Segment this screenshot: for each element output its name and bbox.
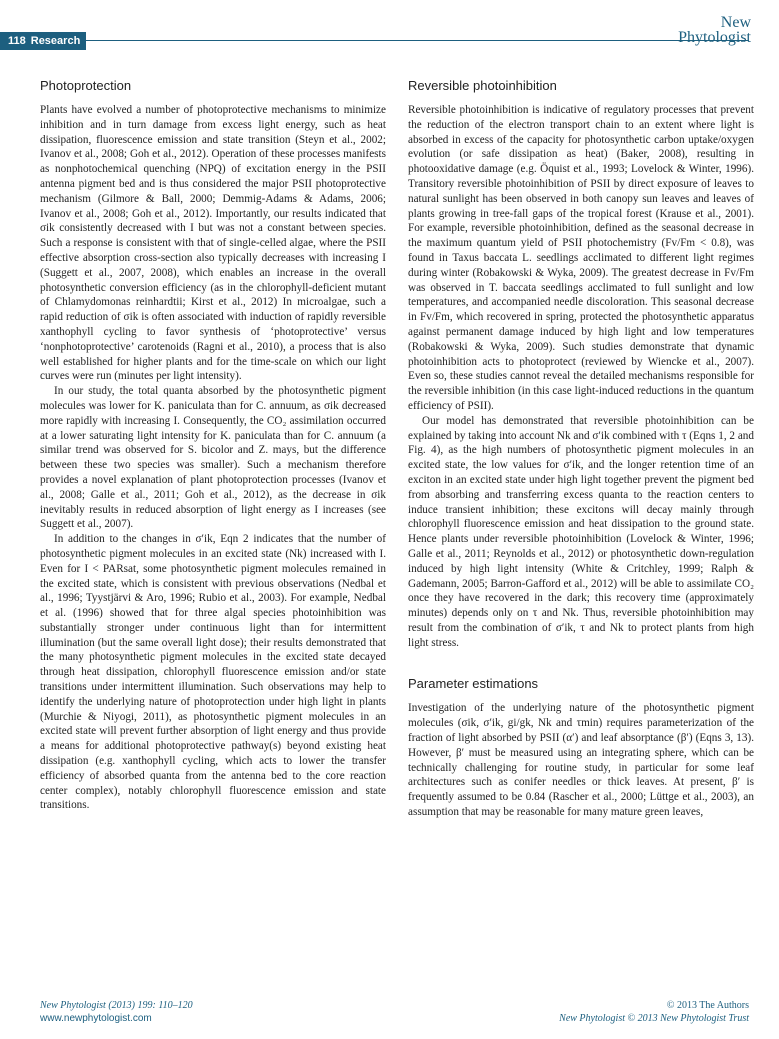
heading-parameter-estimations: Parameter estimations: [408, 676, 539, 692]
paragraph: In addition to the changes in σ′ik, Eqn 2 indicates that the number of photosynthetic pigment molecules in an excited state (Nk) increased with I. Even for I < PARsat, some photosynthetic pigment molecules remained in the excited state, which is consistent with previous observations (Nedbal et al., 1996; Tyystjärvi & Aro, 1996; Rubio et al., 2003). For example, Nedbal et al. (1996) showed that for three algal species photoinhibition was substantially stronger under continuous light than for intermittent illumination (but the same overall light dose); their results demonstrated that the many photosynthetic pigment molecules in the excited state decayed through heat dissipation, chlorophyll fluorescence emission and/or state transitions under intermittent illumination. Such observations may help to identify the underlying nature of photoprotection under high light in plants (Murchie & Niyogi, 2011), as photosynthetic pigment molecules in an excited state will prevent further absorption of light energy and thus provide a means for additional photoprotective pathway(s) beyond existing heat dissipation (e.g. xanthophyll cycling, which acts to lower the transfer efficiency of absorbed quanta from the antenna bed to the core reaction center complex), notably chlorophyll fluorescence emission and state transitions.: [40, 533, 386, 812]
page-header: [0, 0, 779, 60]
header-rule: [86, 40, 749, 41]
left-column: [40, 78, 386, 813]
copyright-trust: New Phytologist © 2013 New Phytologist Trust: [559, 1013, 749, 1024]
journal-website-link[interactable]: www.newphytologist.com: [40, 1013, 152, 1024]
journal-logo-line2: Phytologist: [678, 29, 751, 46]
journal-logo-line1: New: [720, 14, 751, 31]
journal-citation: New Phytologist (2013) 199: 110–120: [40, 1000, 193, 1011]
section-tag: [0, 32, 86, 50]
footer-right: [559, 999, 749, 1025]
footer-left: [40, 999, 193, 1025]
paragraph: Our model has demonstrated that reversible photoinhibition can be explained by taking into account Nk and σ′ik combined with τ (Eqns 1, 2 and Fig. 4), as the high numbers of photosynthetic pigment molecules in an excited state, the low values for σ′ik, and the longer retention time of an exciton in an excited state under high light together prevent the pigment bed from absorbing and transferring excess quanta to the reaction centers to induce transient inhibition; these excitons will decay mainly through chlorophyll fluorescence emission and heat dissipation to the ground state. Hence plants under reversible photoinhibition (Lovelock & Winter, 1996; Galle et al., 2011; Reynolds et al., 2012) or photosynthetic down-regulation induced by high light intensity (White & Critchley, 1999; Ralph & Gademann, 2005; Barron-Gafford et al., 2012) will be able to assimilate CO₂ once they have recovered in the dark; this recovery time (approximately minutes) depends only on τ and Nk. Thus, reversible photoinhibition may result from the combination of σ′ik, τ and Nk to protect plants from high light stress.: [408, 414, 754, 649]
page-number: 118: [8, 35, 26, 47]
paragraph: Investigation of the underlying nature of the photosynthetic pigment molecules (σik, σ′ik, gi/gk, Nk and τmin) requires parameterization of the fraction of light absorbed by PSII (α′) and leaf absorptance (β′) (Eqns 3, 13). However, β′ must be measured using an integrating sphere, which can be technically challenging for routine study, in particular for some leaf architectures such as conifer needles or thick leaves. At present, β′ is frequently assumed to be 0.84 (Rascher et al., 2000; Lüttge et al., 2003), an assumption that may be reasonable for many mature green leaves,: [408, 702, 754, 819]
copyright-authors: © 2013 The Authors: [666, 1000, 749, 1011]
journal-logo: [678, 15, 751, 45]
paragraph: In our study, the total quanta absorbed by the photosynthetic pigment molecules was lower for K. paniculata than for C. annuum, as σik decreased more rapidly with increasing I. Consequently, the CO₂ assimilation occurred at a lower saturating light intensity for K. paniculata than for C. annuum (a similar trend was observed for S. bicolor and Z. mays, but the difference between these two species was smaller). Such a mechanism therefore provides a novel explanation of plant photoprotection processes (Ivanov et al., 2008; Galle et al., 2011; Goh et al., 2012), as the decrease in σik inevitably results in reduced absorption of light energy as I increases (see Suggett et al., 2007).: [40, 385, 386, 531]
paragraph: Reversible photoinhibition is indicative of regulatory processes that prevent the reduction of the electron transport chain to an extent where light is absorbed in excess of the capacity for photosynthetic carbon uptake/oxygen evolution (or safe dissipation as heat) (Baker, 2008), resulting in photooxidative damage (e.g. Öquist et al., 1993; Lovelock & Winter, 1996). Transitory reversible photoinhibition of PSII by direct exposure of leaves to natural sunlight has been observed in both canopy sun leaves and leaves of plants growing in tree-fall gaps of the tropical forest (Krause et al., 2001). For example, reversible photoinhibition, defined as the seasonal decrease in the maximum quantum yield of PSII photochemistry (Fv/Fm < 0.8), was found in Taxus baccata L. seedlings acclimated to different light regimes during winter (Robakowski & Wyka, 2009). The greatest decrease in Fv/Fm was observed in T. baccata seedlings acclimated to full sunlight and low temperatures, and accompanied needle discoloration. This seasonal decrease in Fv/Fm, which recovered in spring, protected the photosynthetic apparatus against permanent damage induced by high light and low temperatures (Robakowski & Wyka, 2009). Such studies demonstrate that dynamic photoinhibition acts to photoprotect (reviewed by Wiencke et al., 2007). Even so, these studies cannot reveal the detailed mechanisms responsible for the reversible inhibition (in this case light-induced reductions in the quantum efficiency of PSII).: [408, 104, 754, 412]
paragraph: Plants have evolved a number of photoprotective mechanisms to minimize inhibition and in turn damage from excess light energy, such as heat dissipation, fluorescence emission and state transition (Steyn et al., 2002; Ivanov et al., 2008; Goh et al., 2012). Operation of these processes manifests as nonphotochemical quenching (NPQ) of excitation energy in the PSII antenna pigment bed and is thus considered the major PSII photoprotective mechanism (Gilmore & Ball, 2000; Demmig-Adams & Adams, 2006; Ivanov et al., 2008; Goh et al., 2012). Importantly, our results indicated that σik consistently decreased with I but was not a constant between species. Such a response is consistent with that of single-celled algae, where the PSII effective absorption cross-section also typically decreases with increasing I (Suggett et al., 2007, 2008), which enables an increase in the overall photosynthetic conversion efficiency (as in the chlorophyll-deficient mutant of Chlamydomonas reinhardtii; Kirst et al., 2012) In microalgae, such a rapid reduction of σik is often associated with induction of rapidly reversible xanthophyll cycling to favor synthesis of ‘photoprotective’ versus ‘nonphotoprotective’ carotenoids (Ragni et al., 2010), a process that is also well established for higher plants and for the time-scale on which our light curves were run (minutes per light intensity).: [40, 104, 386, 383]
heading-reversible-photoinhibition: Reversible photoinhibition: [408, 78, 557, 93]
heading-photoprotection: Photoprotection: [40, 78, 132, 93]
section-label: Research: [30, 35, 81, 47]
right-column: [408, 78, 754, 820]
